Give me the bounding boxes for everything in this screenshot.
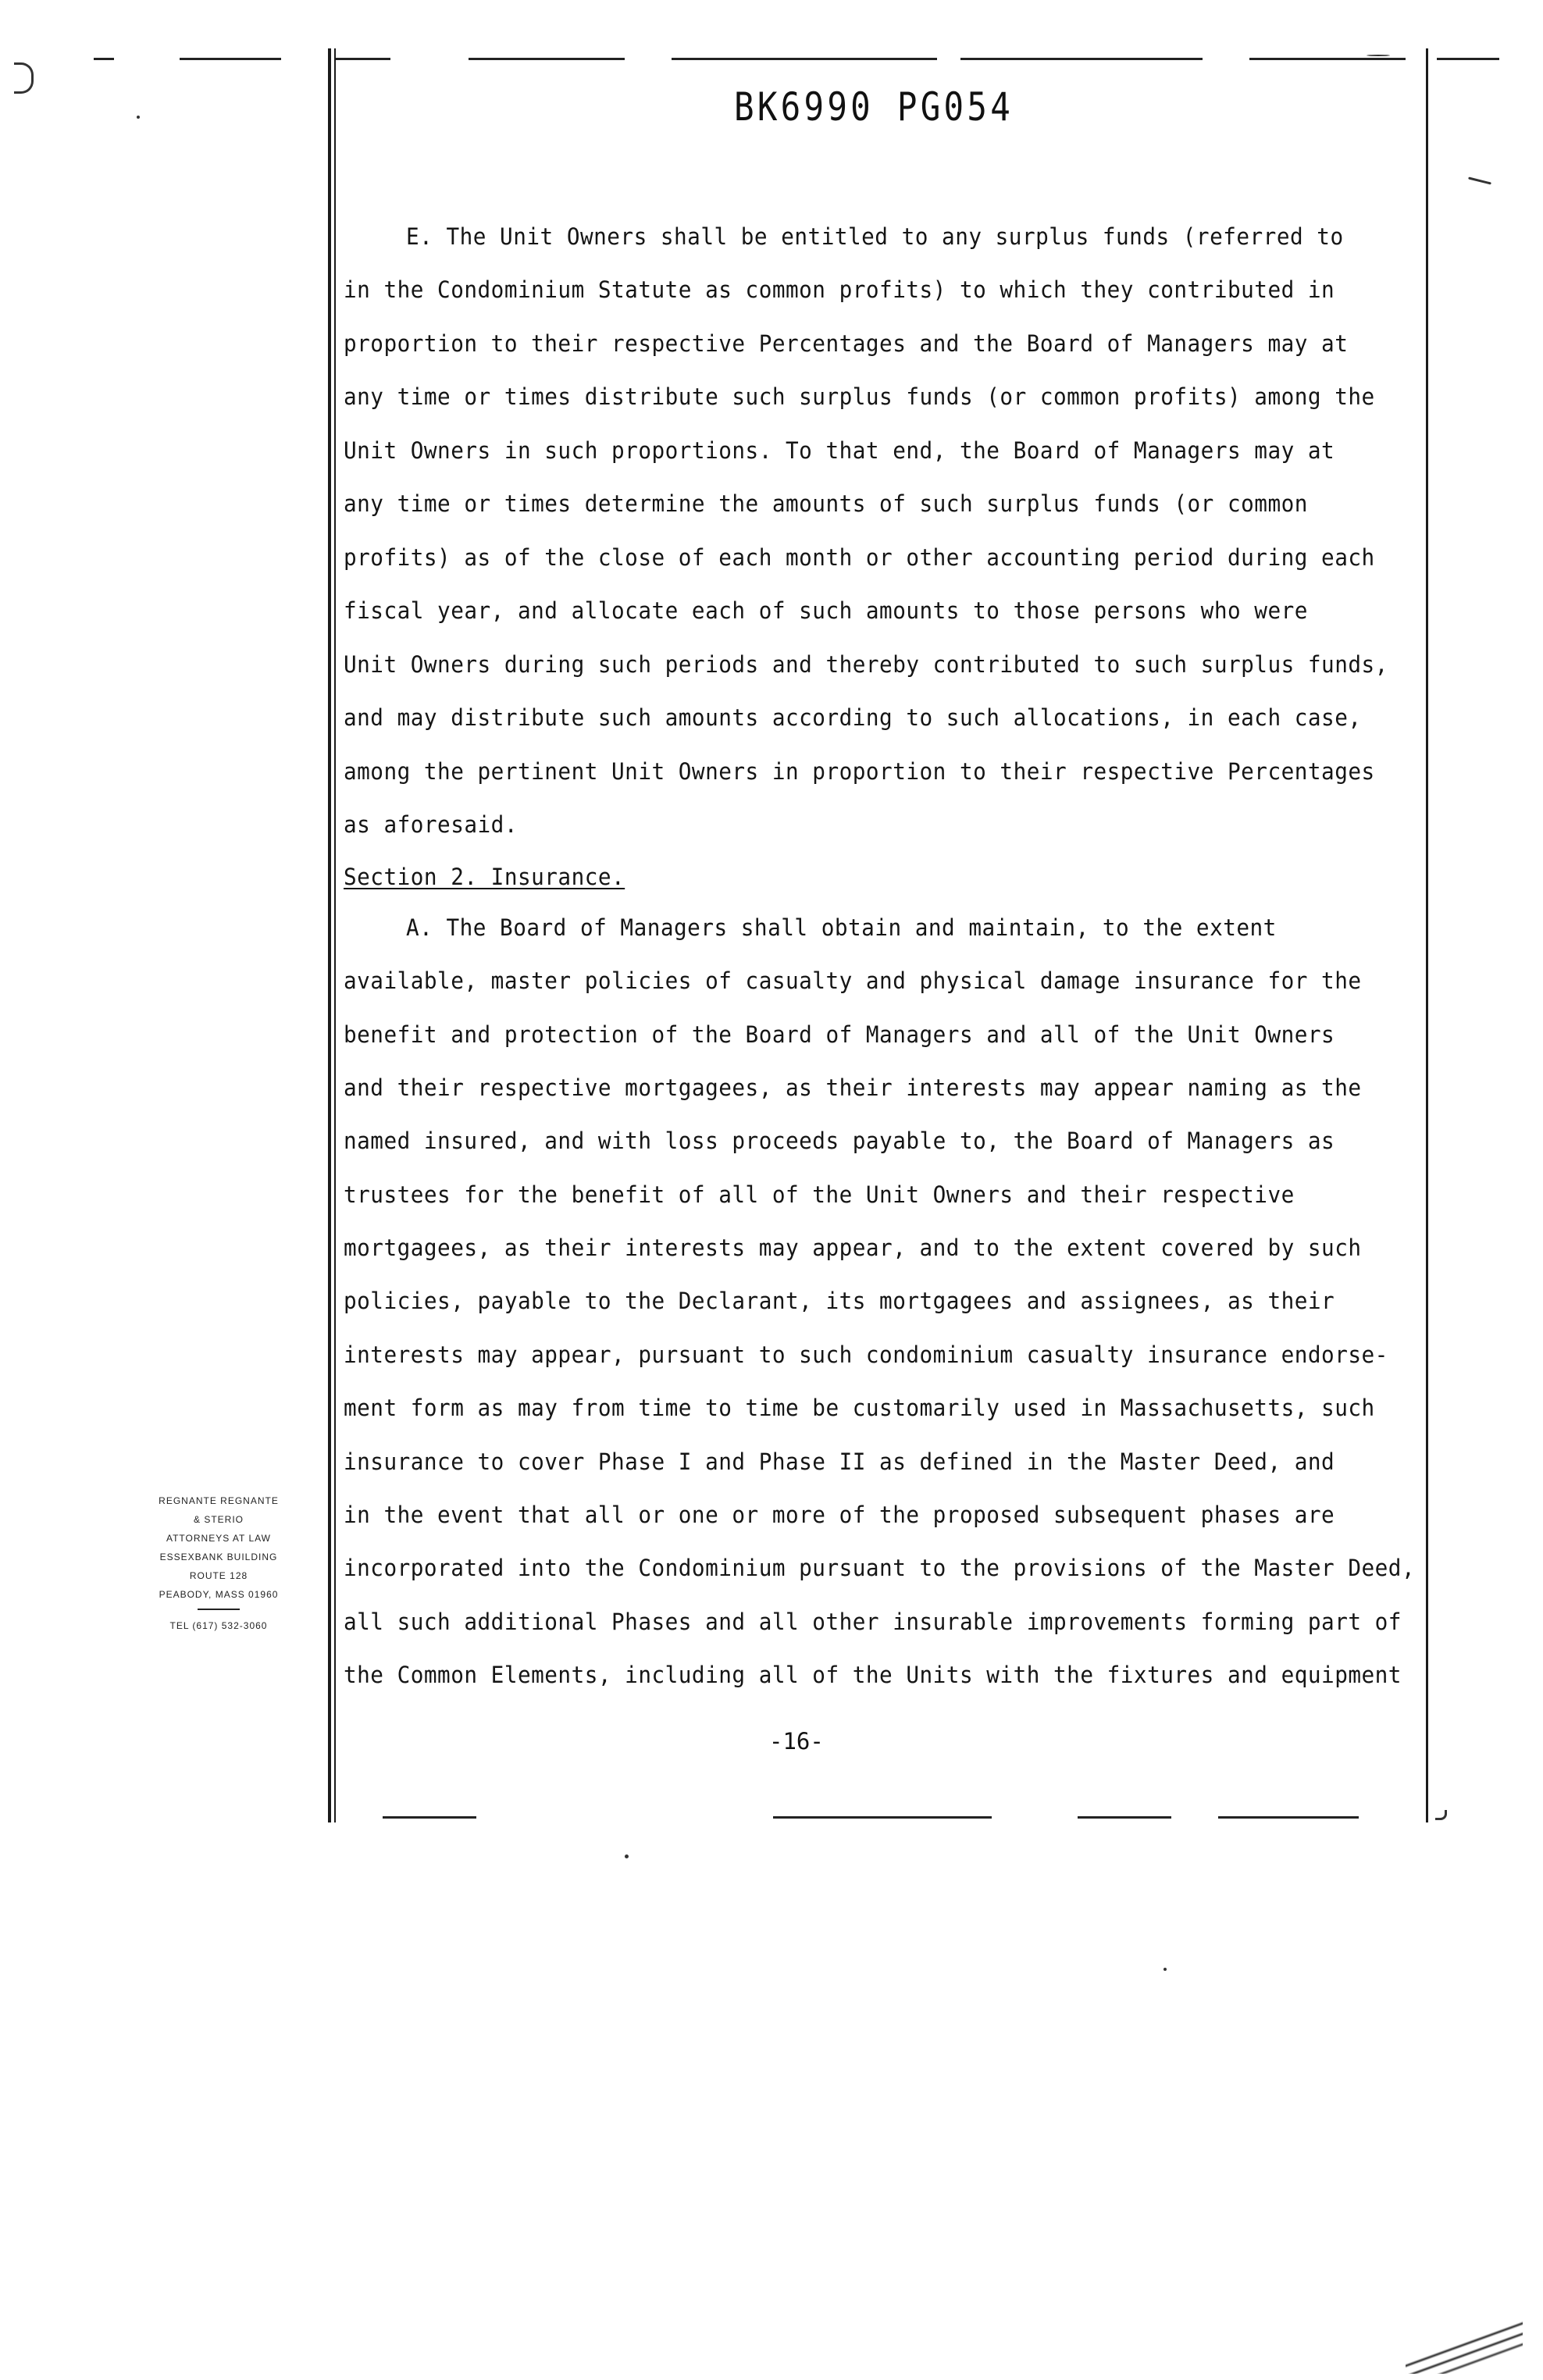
paragraph-e-line: fiscal year, and allocate each of such amounts to those persons who were bbox=[344, 597, 1308, 624]
book-page-stamp: BK6990 PG054 bbox=[734, 84, 1014, 130]
left-margin-rule bbox=[328, 48, 331, 1822]
right-margin-rule bbox=[1426, 48, 1428, 1822]
paragraph-e-line: and may distribute such amounts according to such allocations, in each case, bbox=[344, 704, 1362, 731]
scan-dash bbox=[773, 1816, 992, 1819]
paragraph-a-line: trustees for the benefit of all of the Unit Owners and their respective bbox=[344, 1181, 1295, 1208]
paragraph-a-line: all such additional Phases and all other insurable improvements forming part of bbox=[344, 1609, 1402, 1635]
paragraph-e-line: E. The Unit Owners shall be entitled to any surplus funds (referred to bbox=[406, 223, 1344, 250]
scan-dash bbox=[672, 58, 937, 60]
scan-speck bbox=[1367, 55, 1390, 56]
firm-divider bbox=[198, 1609, 240, 1610]
scan-dash bbox=[1249, 58, 1406, 60]
page-number: -16- bbox=[769, 1728, 824, 1755]
firm-name: REGNANTE REGNANTE bbox=[159, 1495, 279, 1506]
paragraph-e-line: among the pertinent Unit Owners in proportion to their respective Percentages bbox=[344, 758, 1375, 785]
paragraph-a-line: and their respective mortgagees, as their interests may appear naming as the bbox=[344, 1074, 1362, 1101]
scan-dash bbox=[1078, 1816, 1171, 1819]
paragraph-a-line: incorporated into the Condominium pursuant to the provisions of the Master Deed, bbox=[344, 1555, 1416, 1581]
scan-dash bbox=[1437, 58, 1499, 60]
scan-dash bbox=[336, 58, 390, 60]
paragraph-a-line: named insured, and with loss proceeds payable to, the Board of Managers as bbox=[344, 1128, 1335, 1154]
paragraph-e-line: profits) as of the close of each month or other accounting period during each bbox=[344, 544, 1375, 571]
paragraph-a-line: A. The Board of Managers shall obtain and maintain, to the extent bbox=[406, 914, 1277, 941]
paragraph-a-line: ment form as may from time to time be customarily used in Massachusetts, such bbox=[344, 1395, 1375, 1421]
scan-dash bbox=[383, 1816, 476, 1819]
paragraph-e-line: as aforesaid. bbox=[344, 811, 518, 838]
section-heading: Section 2. Insurance. bbox=[344, 864, 625, 890]
scan-corner-artifact bbox=[1406, 2311, 1523, 2374]
paragraph-a-line: mortgagees, as their interests may appear, and to the extent covered by such bbox=[344, 1235, 1362, 1261]
paragraph-a-line: the Common Elements, including all of the Units with the fixtures and equipment bbox=[344, 1662, 1402, 1688]
scan-speck bbox=[1435, 1810, 1447, 1820]
paragraph-e-line: any time or times determine the amounts of such surplus funds (or common bbox=[344, 490, 1308, 517]
firm-route: ROUTE 128 bbox=[189, 1570, 248, 1581]
paragraph-e-line: proportion to their respective Percentages and the Board of Managers may at bbox=[344, 330, 1349, 357]
paragraph-a-line: in the event that all or one or more of the proposed subsequent phases are bbox=[344, 1502, 1335, 1528]
scan-speck bbox=[137, 116, 140, 119]
scan-speck bbox=[1468, 176, 1491, 184]
scan-dash bbox=[469, 58, 625, 60]
firm-building: ESSEXBANK BUILDING bbox=[159, 1552, 278, 1562]
paragraph-a-line: interests may appear, pursuant to such condominium casualty insurance endorse- bbox=[344, 1341, 1388, 1368]
scan-dash bbox=[1218, 1816, 1359, 1819]
paragraph-a-line: policies, payable to the Declarant, its mortgagees and assignees, as their bbox=[344, 1288, 1335, 1314]
firm-name-2: & STERIO bbox=[193, 1514, 244, 1525]
scan-speck bbox=[1163, 1968, 1167, 1971]
scan-dash bbox=[960, 58, 1203, 60]
paragraph-a-line: benefit and protection of the Board of Managers and all of the Unit Owners bbox=[344, 1021, 1335, 1048]
paragraph-e-line: Unit Owners during such periods and thereby contributed to such surplus funds, bbox=[344, 651, 1388, 678]
firm-city: PEABODY, MASS 01960 bbox=[159, 1589, 279, 1600]
scan-dash bbox=[94, 58, 114, 60]
law-firm-block bbox=[117, 1491, 320, 1635]
paragraph-e-line: in the Condominium Statute as common profits) to which they contributed in bbox=[344, 276, 1335, 303]
firm-phone: TEL (617) 532-3060 bbox=[169, 1620, 268, 1631]
scan-corner-artifact bbox=[14, 62, 34, 94]
paragraph-e-line: Unit Owners in such proportions. To that end, the Board of Managers may at bbox=[344, 437, 1335, 464]
paragraph-a-line: available, master policies of casualty and physical damage insurance for the bbox=[344, 967, 1362, 994]
scan-speck bbox=[625, 1854, 629, 1858]
scan-dash bbox=[180, 58, 281, 60]
firm-title: ATTORNEYS AT LAW bbox=[166, 1533, 272, 1544]
paragraph-e-line: any time or times distribute such surplus funds (or common profits) among the bbox=[344, 383, 1375, 410]
left-margin-rule-inner bbox=[334, 48, 336, 1822]
paragraph-a-line: insurance to cover Phase I and Phase II as defined in the Master Deed, and bbox=[344, 1448, 1335, 1475]
